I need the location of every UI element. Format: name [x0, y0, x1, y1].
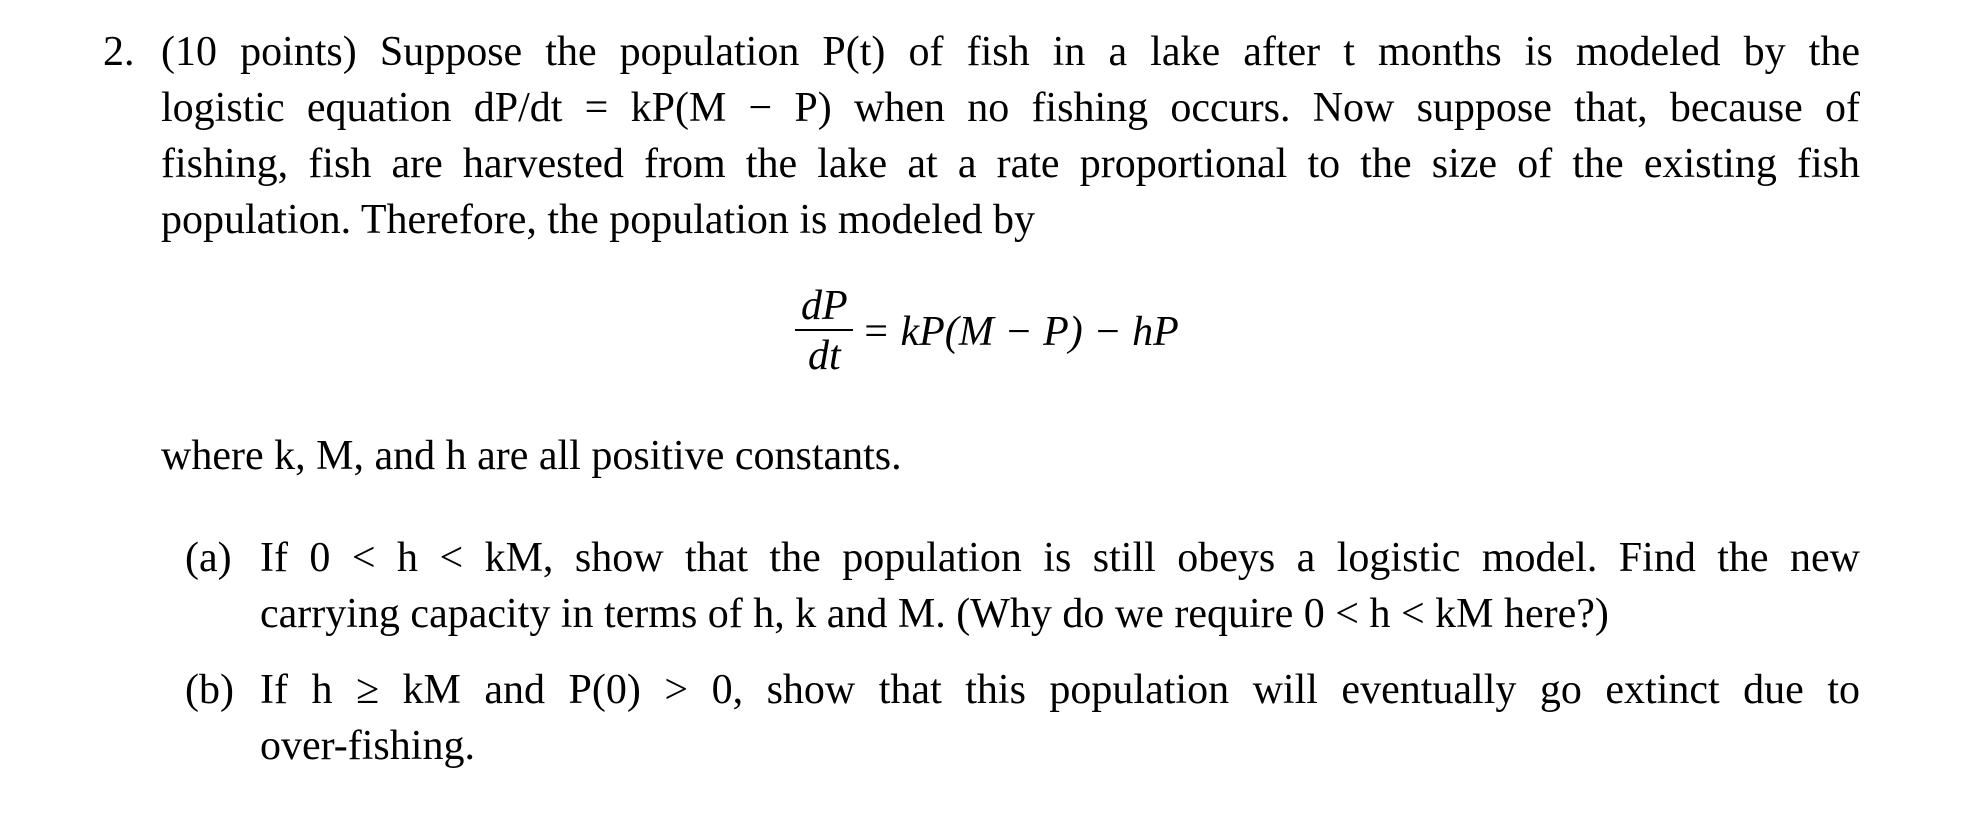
- intro-line: population. Therefore, the population is modeled by: [161, 197, 1036, 243]
- intro-line: fishing, fish are harvested from the lake at a rate proportional to the size of the existing fish: [161, 141, 1860, 187]
- part-a-text: [260, 530, 1860, 642]
- intro-line: logistic equation dP/dt = kP(M − P) when no fishing occurs. Now suppose that, because of: [161, 85, 1860, 131]
- part-b-line: over-fishing.: [260, 723, 475, 769]
- display-equation: [795, 283, 1179, 381]
- part-a-line: carrying capacity in terms of h, k and M. (Why do we require 0 < h < kM here?): [260, 591, 1609, 637]
- part-b-line: If h ≥ kM and P(0) > 0, show that this population will eventually go extinct due to: [260, 667, 1860, 713]
- part-a-line: If 0 < h < kM, show that the population is still obeys a logistic model. Find the new: [260, 535, 1860, 581]
- intro-line: (10 points) Suppose the population P(t) of fish in a lake after t months is modeled by the: [161, 29, 1860, 75]
- fraction-denominator: dt: [807, 333, 841, 379]
- problem-number: 2.: [103, 29, 135, 75]
- part-b-label: (b): [185, 667, 234, 713]
- equation-right-side: = kP(M − P) − hP: [861, 309, 1179, 355]
- part-a-label: (a): [185, 535, 232, 581]
- derivative-fraction: [795, 283, 854, 381]
- constants-sentence: where k, M, and h are all positive constants.: [161, 433, 902, 479]
- problem-intro: [161, 24, 1860, 248]
- part-b-text: [260, 662, 1860, 774]
- fraction-numerator: dP: [801, 283, 848, 329]
